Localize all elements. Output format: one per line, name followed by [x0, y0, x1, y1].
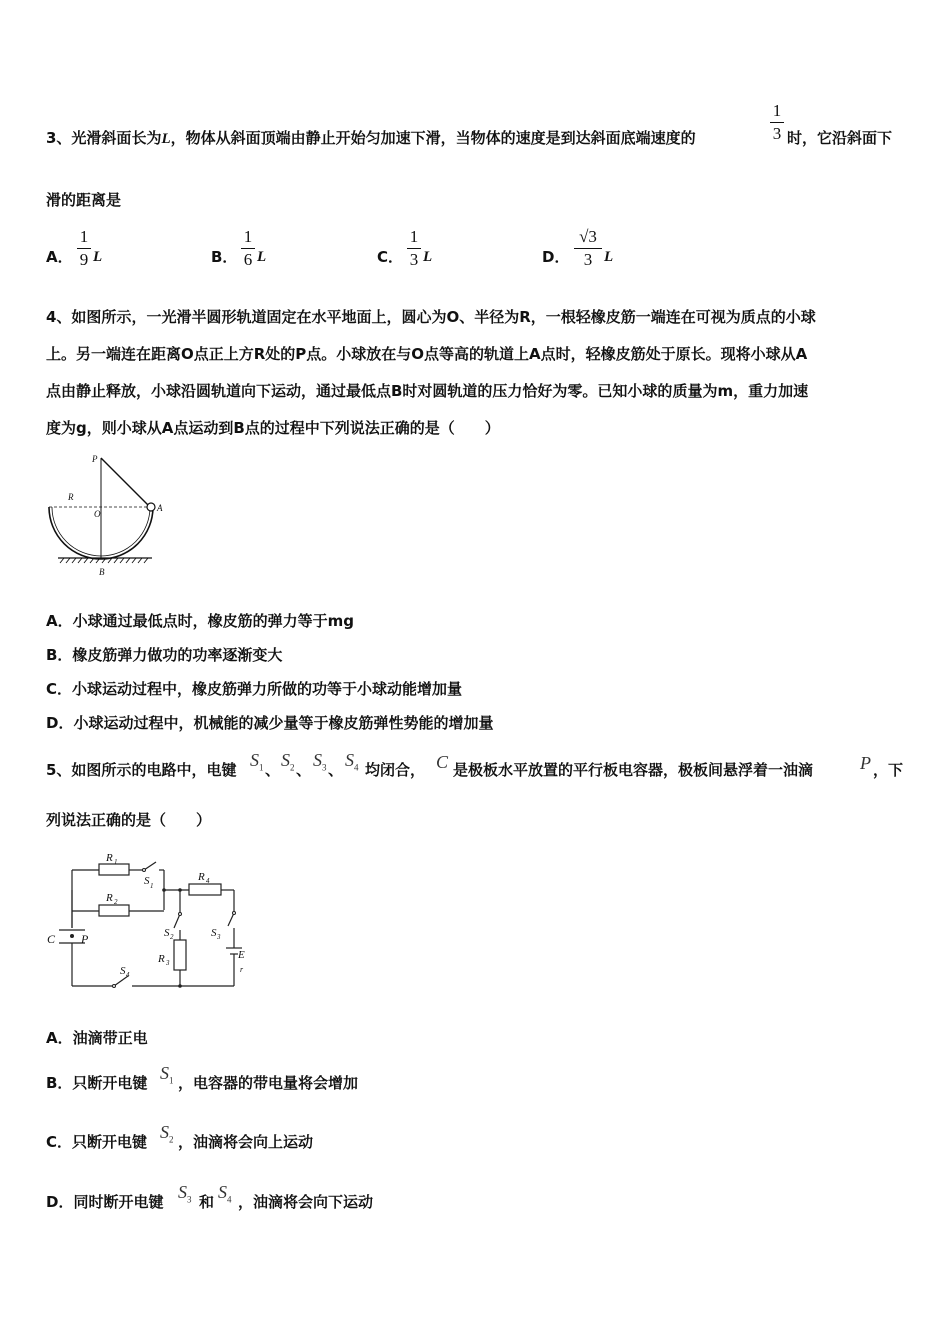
q5-option-b-a: B．只断开电键	[46, 1074, 148, 1092]
q3-frac-num: 1	[772, 101, 782, 120]
label-P: P	[81, 932, 89, 946]
q5-sym-s1	[250, 750, 264, 773]
fraction-bar	[77, 248, 91, 249]
sym-sub: 4	[354, 762, 359, 773]
q5-sep-1: 、	[265, 761, 281, 779]
q3-var-L: L	[161, 131, 171, 147]
label-R4: R	[198, 871, 205, 883]
frac-den: 9	[79, 250, 89, 269]
label-R4-sub: 4	[206, 877, 210, 885]
q5-sep-2: 、	[296, 761, 312, 779]
sym-letter: S	[250, 750, 259, 770]
fraction-bar	[407, 248, 421, 249]
q3-line1-end: 时，它沿斜面下	[787, 129, 893, 147]
q3-line2: 滑的距离是	[46, 191, 122, 209]
q5-circuit-figure	[44, 848, 254, 996]
label-R1: R	[106, 852, 113, 864]
label-S3-sub: 3	[217, 933, 221, 941]
q5-option-b-b: ，电容器的带电量将会增加	[178, 1074, 359, 1092]
q5-option-c-sym	[160, 1122, 174, 1145]
fraction-bar	[241, 248, 255, 249]
q3-option-b-label: B．	[211, 248, 238, 266]
label-B: B	[99, 567, 105, 577]
sym-sub: 3	[187, 1194, 192, 1205]
label-O: O	[94, 509, 101, 519]
q4-line-3: 点由静止释放，小球沿圆轨道向下运动，通过最低点B时对圆轨道的压力恰好为零。已知小球的质量为m，重力加速	[46, 382, 809, 400]
label-r: r	[240, 965, 244, 974]
sym-letter: S	[345, 750, 354, 770]
q5-sym-s4	[345, 750, 359, 773]
label-R2-sub: 2	[114, 898, 118, 906]
q5-option-d-sym-s4	[218, 1182, 232, 1205]
label-S2: S	[164, 927, 170, 939]
label-A: A	[157, 503, 163, 513]
q4-option-b: B．橡皮筋弹力做功的功率逐渐变大	[46, 646, 283, 664]
q3-option-d-unit: L	[604, 249, 614, 265]
q5-option-d-b: ，油滴将会向下运动	[238, 1193, 374, 1211]
q5-text-c: 是极板水平放置的平行板电容器，极板间悬浮着一油滴	[453, 761, 814, 779]
q3-option-c-frac	[407, 228, 421, 269]
sym-letter: S	[218, 1182, 227, 1202]
label-S4-sub: 4	[126, 971, 130, 979]
q4-track-figure	[44, 450, 174, 580]
q3-text-b: ，物体从斜面顶端由静止开始匀加速下滑，当物体的速度是到达斜面底端速度的	[170, 129, 696, 147]
q4-option-a: A．小球通过最低点时，橡皮筋的弹力等于mg	[46, 612, 354, 630]
q3-option-a-label: A．	[46, 248, 73, 266]
q3-option-b-unit: L	[257, 249, 267, 265]
sym-sub: 2	[169, 1134, 174, 1145]
label-R: R	[68, 492, 74, 502]
q4-line-2: 上。另一端连在距离O点正上方R处的P点。小球放在与O点等高的轨道上A点时，轻橡皮筋处于原长。现将小球从A	[46, 345, 808, 363]
q3-option-d-frac	[574, 228, 602, 269]
q4-option-d: D．小球运动过程中，机械能的减少量等于橡皮筋弹性势能的增加量	[46, 714, 494, 732]
q5-text-b: 均闭合，	[365, 761, 426, 779]
sym-sub: 3	[322, 762, 327, 773]
q5-text-a: 5、如图所示的电路中，电键	[46, 761, 237, 779]
q4-line-1: 4、如图所示，一光滑半圆形轨道固定在水平地面上，圆心为O、半径为R，一根轻橡皮筋一端连在可视为质点的小球	[46, 308, 816, 326]
q3-option-a-frac	[77, 228, 91, 269]
q3-line1	[46, 128, 696, 149]
label-S2-sub: 2	[170, 933, 174, 941]
label-C: C	[47, 932, 56, 946]
fraction-bar	[574, 248, 602, 249]
q5-sep-3: 、	[328, 761, 344, 779]
label-R1-sub: 1	[114, 858, 118, 866]
sym-letter: S	[160, 1122, 169, 1142]
sym-letter: S	[281, 750, 290, 770]
q5-line2: 列说法正确的是（ ）	[46, 811, 212, 829]
label-R3: R	[158, 953, 165, 965]
frac-den: 6	[243, 250, 253, 269]
q5-text-d: ，下	[873, 761, 904, 779]
q5-option-a: A．油滴带正电	[46, 1029, 148, 1047]
q3-text-a: 3、光滑斜面长为	[46, 129, 162, 147]
q4-line-4: 度为g，则小球从A点运动到B点的过程中下列说法正确的是（ ）	[46, 419, 500, 437]
q5-sym-c: C	[436, 752, 449, 772]
frac-den: 3	[583, 250, 593, 269]
q5-sym-s3	[313, 750, 327, 773]
sym-letter: S	[313, 750, 322, 770]
q3-option-c-label: C．	[377, 248, 404, 266]
q5-option-d-sym-s3	[178, 1182, 192, 1205]
sym-sub: 2	[290, 762, 295, 773]
q3-option-a-unit: L	[93, 249, 103, 265]
q5-sym-p: P	[860, 753, 871, 773]
q5-option-c-a: C．只断开电键	[46, 1133, 148, 1151]
q3-frac-den: 3	[772, 124, 782, 143]
q5-option-d-mid: 和	[199, 1193, 215, 1211]
label-E: E	[238, 949, 245, 961]
sym-sub: 1	[259, 762, 264, 773]
q3-option-c-unit: L	[423, 249, 433, 265]
label-S3: S	[211, 927, 217, 939]
sym-sub: 1	[169, 1075, 174, 1086]
fraction-bar	[770, 122, 784, 123]
frac-num: 1	[79, 227, 89, 246]
label-R2: R	[106, 892, 113, 904]
label-S4: S	[120, 965, 126, 977]
q5-option-b-sym	[160, 1063, 174, 1086]
frac-num: √3	[579, 227, 597, 246]
q3-option-b-frac	[241, 228, 255, 269]
label-S1: S	[144, 875, 150, 887]
label-R3-sub: 3	[166, 959, 170, 967]
sym-letter: S	[178, 1182, 187, 1202]
q3-fraction	[770, 102, 784, 143]
label-S1-sub: 1	[150, 882, 154, 890]
label-P: P	[92, 454, 98, 464]
q4-option-c: C．小球运动过程中，橡皮筋弹力所做的功等于小球动能增加量	[46, 680, 463, 698]
q5-sym-s2	[281, 750, 295, 773]
q5-option-c-b: ，油滴将会向上运动	[178, 1133, 314, 1151]
frac-den: 3	[409, 250, 419, 269]
frac-num: 1	[243, 227, 253, 246]
q5-option-d-a: D．同时断开电键	[46, 1193, 164, 1211]
q3-option-d-label: D．	[542, 248, 570, 266]
frac-num: 1	[409, 227, 419, 246]
sym-sub: 4	[227, 1194, 232, 1205]
sym-letter: S	[160, 1063, 169, 1083]
